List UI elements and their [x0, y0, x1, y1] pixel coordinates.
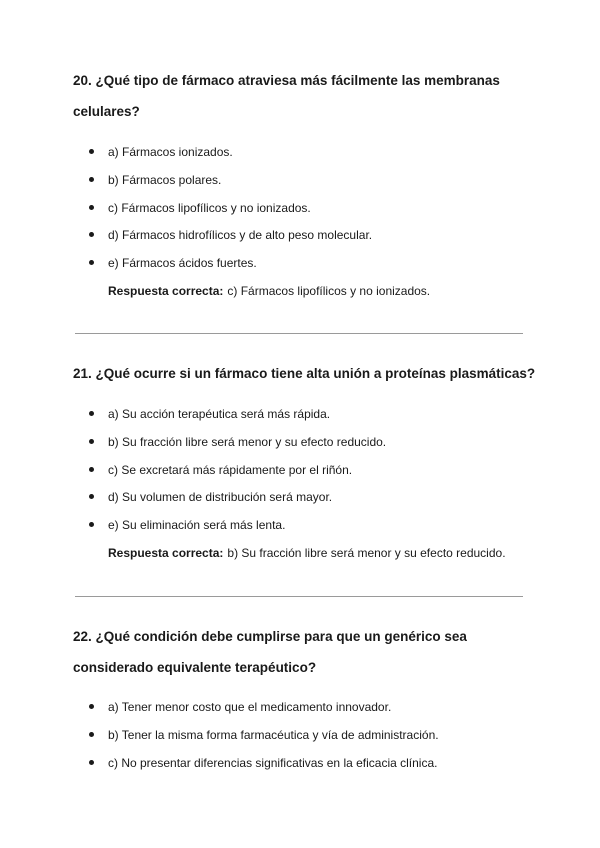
option-item: [0, 487, 600, 515]
question-20-answer: [108, 281, 430, 301]
bullet-icon: [89, 439, 94, 444]
option-text: b) Su fracción libre será menor y su efecto reducido.: [108, 434, 387, 449]
option-text: c) Se excretará más rápidamente por el riñón.: [108, 462, 353, 477]
option-text: c) No presentar diferencias significativas en la eficacia clínica.: [108, 755, 438, 770]
bullet-icon: [89, 522, 94, 527]
option-text: e) Fármacos ácidos fuertes.: [108, 256, 257, 271]
option-text: c) Fármacos lipofílicos y no ionizados.: [108, 200, 311, 215]
section-divider: [75, 333, 523, 334]
option-text: a) Su acción terapéutica será más rápida.: [108, 407, 331, 421]
option-item: [0, 432, 600, 460]
bullet-icon: [89, 149, 94, 154]
section-divider: [75, 596, 523, 597]
option-item: [0, 170, 600, 198]
option-text: b) Tener la misma forma farmacéutica y vía de administración.: [108, 727, 439, 742]
option-item: [0, 697, 600, 725]
option-text: b) Fármacos polares.: [108, 172, 222, 187]
option-text: e) Su eliminación será más lenta.: [108, 518, 286, 533]
bullet-icon: [89, 732, 94, 737]
bullet-icon: [89, 232, 94, 237]
option-item: [0, 142, 600, 170]
bullet-icon: [89, 177, 94, 182]
bullet-icon: [89, 494, 94, 499]
option-item: [0, 404, 600, 432]
bullet-icon: [89, 760, 94, 765]
option-item: [0, 460, 600, 488]
option-text: d) Su volumen de distribución será mayor.: [108, 490, 333, 505]
option-item: [0, 198, 600, 226]
option-text: a) Fármacos ionizados.: [108, 145, 233, 159]
answer-label: Respuesta correcta:: [108, 546, 224, 560]
question-22-title: 22. ¿Qué condición debe cumplirse para que un genérico sea considerado equivalente terapéutico?: [73, 629, 467, 675]
question-21-options: [0, 404, 600, 543]
option-text: d) Fármacos hidrofílicos y de alto peso molecular.: [108, 228, 373, 243]
bullet-icon: [89, 205, 94, 210]
bullet-icon: [89, 260, 94, 265]
question-21-title: 21. ¿Qué ocurre si un fármaco tiene alta unión a proteínas plasmáticas?: [73, 366, 536, 381]
answer-text: b) Su fracción libre será menor y su efecto reducido.: [227, 546, 506, 560]
option-item: [0, 225, 600, 253]
question-22-options: [0, 697, 600, 780]
option-item: [0, 753, 600, 781]
option-item: [0, 725, 600, 753]
question-20-title: 20. ¿Qué tipo de fármaco atraviesa más fácilmente las membranas celulares?: [73, 73, 500, 119]
bullet-icon: [89, 704, 94, 709]
question-20-options: [0, 142, 600, 281]
option-item: [0, 253, 600, 281]
bullet-icon: [89, 467, 94, 472]
bullet-icon: [89, 411, 94, 416]
option-item: [0, 515, 600, 543]
answer-text: c) Fármacos lipofílicos y no ionizados.: [227, 284, 431, 298]
option-text: a) Tener menor costo que el medicamento innovador.: [108, 700, 392, 714]
question-21-answer: [108, 543, 506, 563]
answer-label: Respuesta correcta:: [108, 284, 224, 298]
